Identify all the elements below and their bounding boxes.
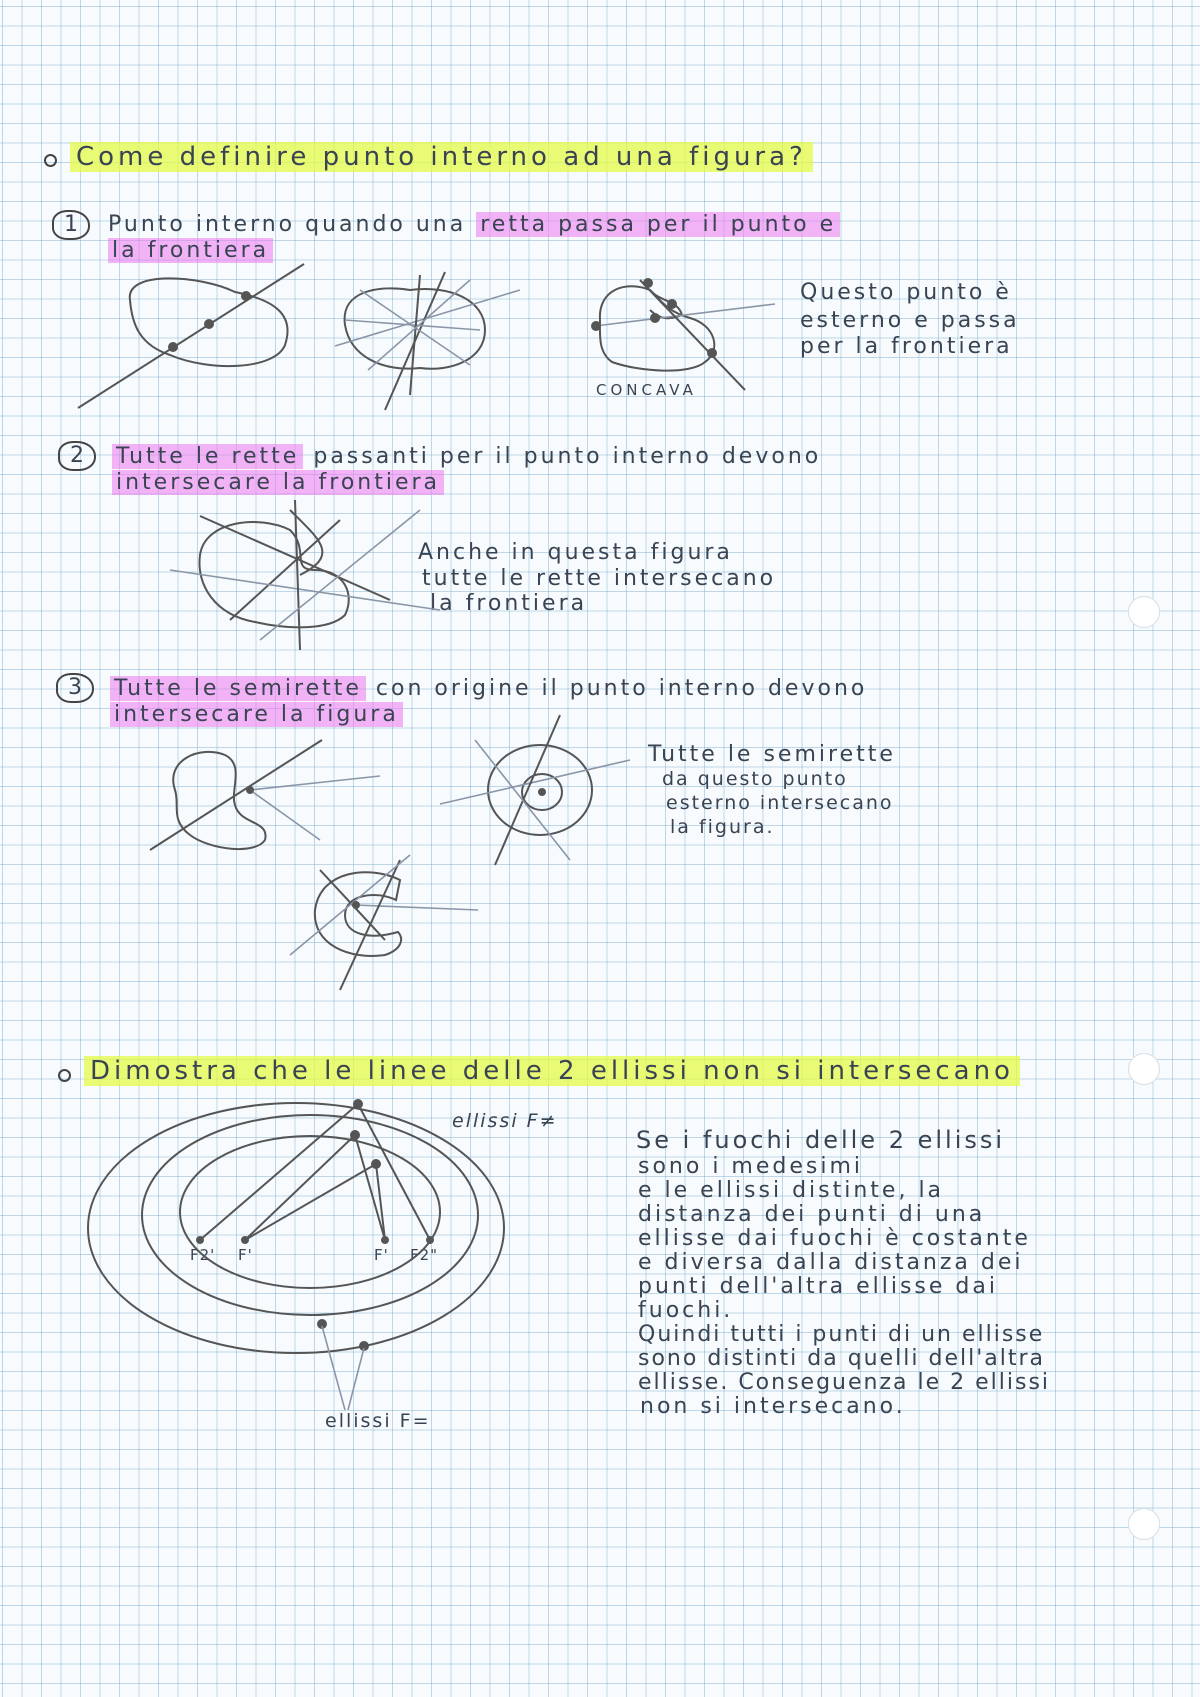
explanation-line: fuochi.: [638, 1298, 734, 1323]
ellipses-diagram: [88, 1100, 504, 1410]
section2-bullet: [58, 1069, 71, 1082]
item1-figure-b: [335, 272, 520, 410]
item2-line2-highlight: intersecare la frontiera: [112, 470, 444, 495]
item1-note-line: Questo punto è: [800, 280, 1012, 305]
section1-bullet: [44, 154, 57, 167]
focus-label-f-left: F': [238, 1246, 253, 1264]
item2-line1-plain: passanti per il punto interno devono: [313, 444, 822, 469]
item2-line1: [112, 444, 821, 469]
item1-figure-concave: [592, 279, 775, 390]
item3-figure-c: [290, 855, 478, 990]
explanation-line: ellisse. Conseguenza le 2 ellissi: [638, 1370, 1051, 1395]
ellipse-label-top: ellissi F≠: [452, 1110, 558, 1132]
explanation-line: non si intersecano.: [640, 1394, 906, 1419]
item1-line1-plain: Punto interno quando una: [108, 212, 467, 237]
item3-line1: [110, 676, 867, 701]
section1-title: [70, 142, 813, 172]
explanation-line: Se i fuochi delle 2 ellissi: [636, 1126, 1006, 1154]
item3-line1-plain: con origine il punto interno devono: [375, 676, 868, 701]
focus-label-f2-right: F2": [410, 1246, 439, 1264]
explanation-line: sono distinti da quelli dell'altra: [638, 1346, 1046, 1371]
item2-note-line: Anche in questa figura: [418, 540, 733, 565]
focus-label-f2-left: F2': [190, 1246, 216, 1264]
explanation-line: e le ellissi distinte, la: [638, 1178, 945, 1203]
item1-number: 1: [52, 210, 90, 240]
item3-note-line: da questo punto: [662, 768, 848, 790]
item3-line2-highlight: intersecare la figura: [110, 702, 403, 727]
item3-line1-highlight: Tutte le semirette: [110, 676, 366, 701]
item3-line2: [110, 702, 403, 727]
section2-title-text: Dimostra che le linee delle 2 ellissi non si intersecano: [84, 1056, 1020, 1086]
item1-line2-highlight: la frontiera: [108, 238, 273, 263]
item2-figure: [170, 500, 440, 650]
item3-figure-a: [150, 740, 380, 850]
item1-line1: [108, 212, 840, 237]
explanation-line: Quindi tutti i punti di un ellisse: [638, 1322, 1045, 1347]
explanation-line: distanza dei punti di una: [638, 1202, 986, 1227]
section1-title-text: Come definire punto interno ad una figura?: [70, 142, 813, 172]
item3-note-line: la figura.: [670, 816, 775, 838]
item1-line2: [108, 238, 273, 263]
item3-note-line: Tutte le semirette: [648, 742, 896, 767]
item2-line1-highlight: Tutte le rette: [112, 444, 303, 469]
explanation-line: e diversa dalla distanza dei: [638, 1250, 1024, 1275]
item1-note-line: per la frontiera: [800, 334, 1013, 359]
item3-note-line: esterno intersecano: [666, 792, 894, 814]
punch-hole-2: [1128, 1053, 1160, 1085]
item3-number: 3: [56, 673, 94, 703]
item2-note-line: tutte le rette intersecano: [422, 566, 777, 591]
item2-note-line: la frontiera: [430, 591, 588, 616]
explanation-line: ellisse dai fuochi è costante: [638, 1226, 1031, 1251]
punch-hole-3: [1128, 1508, 1160, 1540]
explanation-line: punti dell'altra ellisse dai: [638, 1274, 998, 1299]
section2-title: [84, 1056, 1020, 1086]
item2-line2: [112, 470, 444, 495]
item1-figure-a: [78, 264, 304, 408]
item1-note-line: esterno e passa: [800, 308, 1020, 333]
focus-label-f-right: F': [374, 1246, 389, 1264]
explanation-line: sono i medesimi: [638, 1154, 864, 1179]
item1-concave-label: CONCAVA: [596, 381, 697, 399]
item2-number: 2: [58, 441, 96, 471]
item1-line1-highlight: retta passa per il punto e: [476, 212, 840, 237]
item3-figure-b: [440, 715, 630, 865]
punch-hole-1: [1128, 596, 1160, 628]
ellipse-label-bottom: ellissi F=: [325, 1410, 431, 1432]
